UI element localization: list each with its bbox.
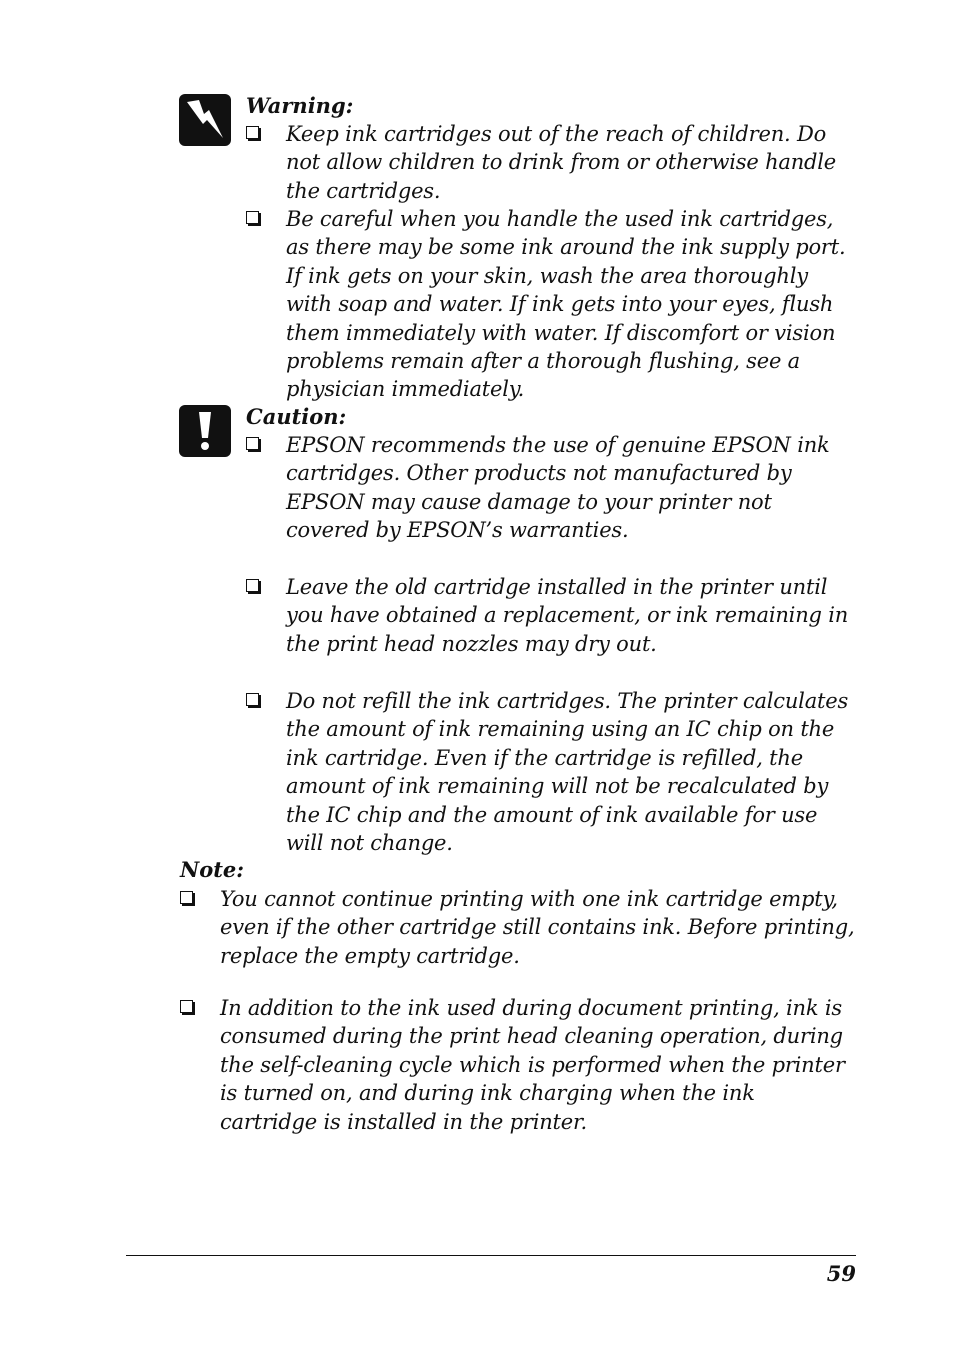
note-heading: Note: [180, 857, 245, 882]
page-number: 59 [826, 1261, 856, 1286]
checkbox-bullet-icon [246, 579, 259, 592]
checkbox-bullet-icon [246, 211, 259, 224]
note-item-text: You cannot continue printing with one ink cartridge empty, even if the other cartridge still contains ink. Before printing, replace the empty cartridge. [220, 887, 855, 968]
checkbox-bullet-icon [246, 126, 259, 139]
warning-lightning-icon [179, 94, 231, 146]
warning-heading: Warning: [246, 93, 354, 118]
checkbox-bullet-icon [180, 1000, 193, 1013]
warning-item-text: Be careful when you handle the used ink cartridges, as there may be some ink around the ink supply port. If ink gets on your skin, wash the area thoroughly with soap and water. If ink gets into your eyes, flush them immediately with water. If discomfort or vision problems remain after a thorough flushing, see a physician immediately. [286, 207, 846, 402]
checkbox-bullet-icon [246, 437, 259, 450]
caution-item-text: Do not refill the ink cartridges. The printer calculates the amount of ink remaining using an IC chip on the ink cartridge. Even if the cartridge is refilled, the amount of ink remaining will not be recalculated by the IC chip and the amount of ink available for use will not change. [286, 689, 849, 856]
caution-item-text: Leave the old cartridge installed in the printer until you have obtained a replacement, or ink remaining in the print head nozzles may dry out. [286, 575, 849, 656]
checkbox-bullet-icon [180, 891, 193, 904]
warning-item-text: Keep ink cartridges out of the reach of children. Do not allow children to drink from or otherwise handle the cartridges. [286, 122, 837, 203]
footer-rule [126, 1255, 856, 1256]
caution-exclamation-icon [179, 405, 231, 457]
caution-item-text: EPSON recommends the use of genuine EPSON ink cartridges. Other products not manufactured by EPSON may cause damage to your printer not covered by EPSON’s warranties. [286, 433, 830, 543]
caution-heading: Caution: [246, 404, 347, 429]
checkbox-bullet-icon [246, 693, 259, 706]
note-item-text: In addition to the ink used during document printing, ink is consumed during the print head cleaning operation, during the self-cleaning cycle which is performed when the printer is turned on, and during ink charging when the ink cartridge is installed in the printer. [220, 996, 845, 1134]
